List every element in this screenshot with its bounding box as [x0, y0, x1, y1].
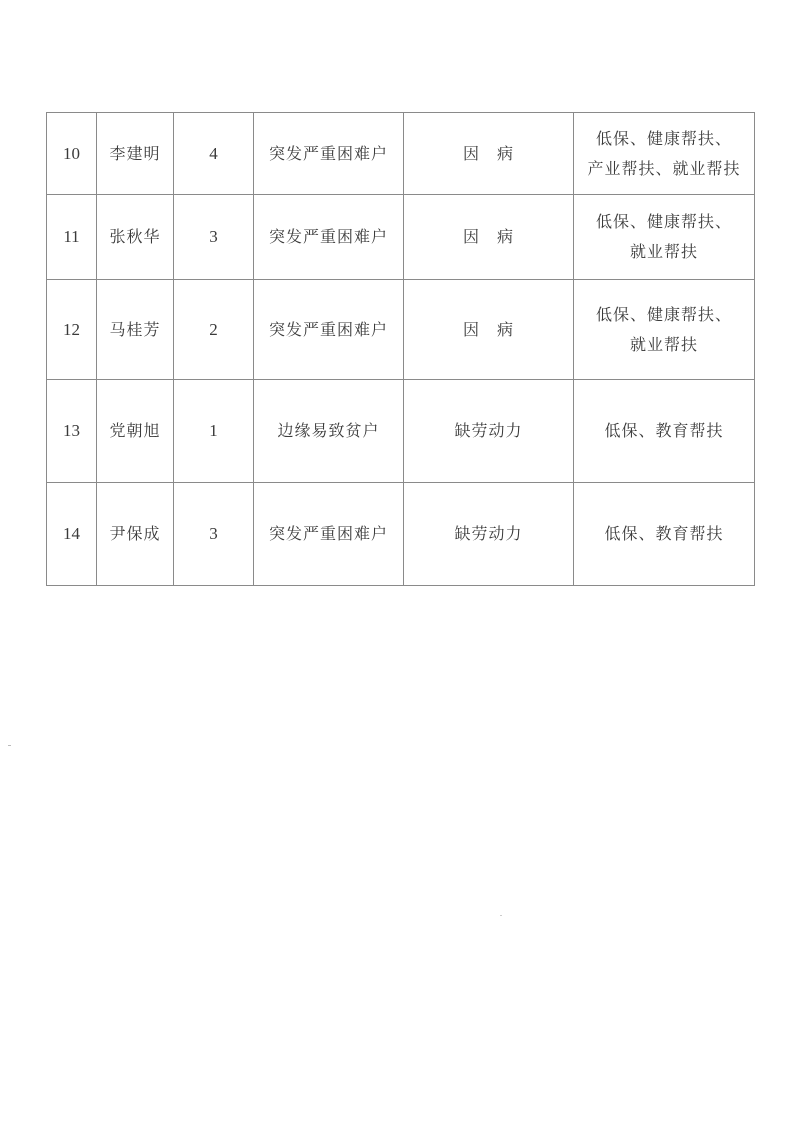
scan-speck — [8, 745, 11, 746]
table-row — [47, 380, 755, 483]
row-number: 13 — [47, 380, 97, 483]
measures-line: 就业帮扶 — [629, 334, 698, 354]
table-row — [47, 113, 755, 195]
household-type-cell: 边缘易致贫户 — [254, 380, 404, 483]
measures-cell — [574, 280, 755, 380]
reason-cell: 因 病 — [404, 280, 574, 380]
measures-cell — [574, 195, 755, 280]
measures-cell: 低保、教育帮扶 — [574, 380, 755, 483]
reason-cell: 因 病 — [404, 195, 574, 280]
scan-speck — [500, 915, 502, 916]
name-cell: 李建明 — [97, 113, 174, 195]
household-size-cell: 1 — [174, 380, 254, 483]
household-type-cell: 突发严重困难户 — [254, 280, 404, 380]
household-size-cell: 3 — [174, 195, 254, 280]
household-size-cell: 3 — [174, 483, 254, 586]
household-type-cell: 突发严重困难户 — [254, 113, 404, 195]
name-cell: 张秋华 — [97, 195, 174, 280]
household-size-cell: 2 — [174, 280, 254, 380]
name-cell: 尹保成 — [97, 483, 174, 586]
reason-cell: 缺劳动力 — [404, 483, 574, 586]
table-row — [47, 195, 755, 280]
table-row — [47, 280, 755, 380]
household-table — [46, 112, 755, 586]
measures-line: 产业帮扶、就业帮扶 — [587, 158, 741, 178]
name-cell: 马桂芳 — [97, 280, 174, 380]
household-type-cell: 突发严重困难户 — [254, 195, 404, 280]
measures-line: 就业帮扶 — [629, 242, 698, 261]
measures-cell: 低保、教育帮扶 — [574, 483, 755, 586]
measures-line: 低保、健康帮扶、 — [595, 212, 732, 231]
row-number: 10 — [47, 113, 97, 195]
measures-cell — [574, 113, 755, 195]
household-size-cell: 4 — [174, 113, 254, 195]
row-number: 11 — [47, 195, 97, 280]
reason-cell: 因 病 — [404, 113, 574, 195]
reason-cell: 缺劳动力 — [404, 380, 574, 483]
measures-line: 低保、健康帮扶、 — [595, 304, 732, 324]
measures-line: 低保、健康帮扶、 — [595, 128, 732, 148]
row-number: 12 — [47, 280, 97, 380]
table-row — [47, 483, 755, 586]
household-type-cell: 突发严重困难户 — [254, 483, 404, 586]
name-cell: 党朝旭 — [97, 380, 174, 483]
row-number: 14 — [47, 483, 97, 586]
